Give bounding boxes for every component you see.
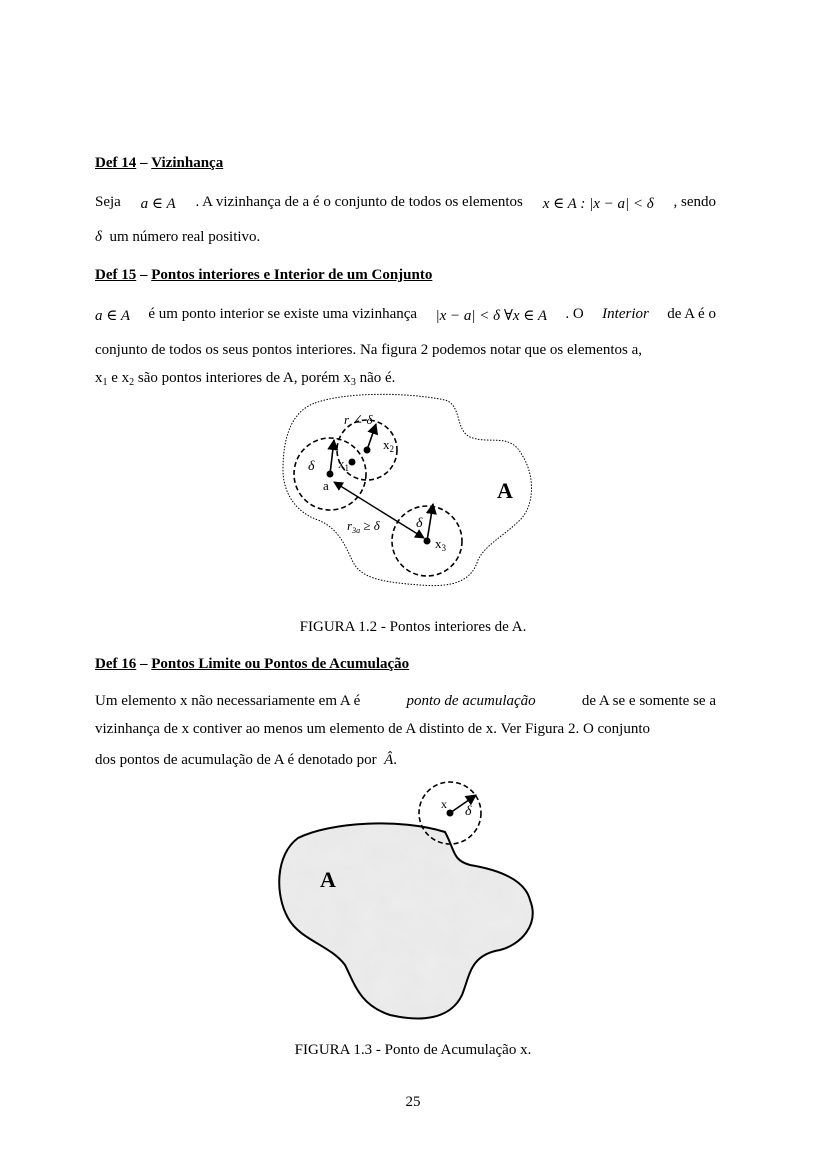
def14-math2: x ∈ A : |x − a| < δ bbox=[542, 196, 654, 212]
def16-ahat: Â bbox=[384, 752, 394, 768]
def16-l3a: dos pontos de acumulação de A é denotado por bbox=[95, 752, 377, 768]
radius-x2-arrow bbox=[367, 424, 376, 450]
def16-line2: vizinhança de x contiver ao menos um elemento de A distinto de x. Ver Figura 2. O conjunto bbox=[95, 721, 651, 737]
def15-line2: conjunto de todos os seus pontos interiores. Na figura 2 podemos notar que os elementos a, bbox=[95, 342, 642, 358]
def15-interior: Interior bbox=[602, 306, 649, 322]
radius-a-arrow bbox=[330, 440, 334, 474]
def16-line1 bbox=[95, 693, 716, 710]
def16-l3b: . bbox=[393, 752, 398, 768]
def15-l3s2: 2 bbox=[129, 377, 135, 388]
fig3-label-A: A bbox=[320, 867, 336, 892]
def14-l2b: um número real positivo. bbox=[109, 229, 261, 245]
def14-l1a: Seja bbox=[95, 194, 121, 210]
def15-l3s1: 1 bbox=[102, 377, 108, 388]
fig3-label-x: x bbox=[441, 797, 447, 811]
def16-l1b: de A se e somente se a bbox=[581, 693, 716, 709]
fig2-label-r-top: r ∠ δ bbox=[344, 412, 373, 427]
fig2-label-x2: $x_2$ bbox=[383, 437, 394, 454]
def15-l3d: não é. bbox=[355, 370, 396, 386]
def15-math1: a ∈ A bbox=[95, 308, 130, 324]
def14-l1b: . A vizinhança de a é o conjunto de todos os elementos bbox=[195, 194, 523, 210]
fig2-label-x1: $x_1$ bbox=[338, 456, 349, 473]
radius-x-arrow bbox=[450, 795, 476, 813]
fig2-label-a: a bbox=[323, 478, 329, 493]
fig2-delta-a: δ bbox=[308, 459, 315, 474]
def15-l3a: x bbox=[95, 370, 103, 386]
def14-label: Def 14 bbox=[95, 155, 137, 171]
fig2-label-x3: $x_3$ bbox=[435, 536, 446, 553]
def15-l3c: são pontos interiores de A, porém x bbox=[134, 370, 351, 386]
def15-sep: – bbox=[140, 267, 148, 283]
fig3-label-delta: δ bbox=[465, 804, 472, 819]
def16-title: Pontos Limite ou Pontos de Acumulação bbox=[151, 656, 410, 672]
def15-l3b: e x bbox=[107, 370, 130, 386]
fig2-label-A: A bbox=[497, 478, 513, 503]
def15-l1a: é um ponto interior se existe uma vizinhança bbox=[148, 306, 418, 322]
def15-l1c: de A é o bbox=[667, 306, 716, 322]
def15-l3s3: 3 bbox=[350, 377, 356, 388]
def16-sep: – bbox=[140, 656, 148, 672]
def16-heading bbox=[95, 656, 409, 673]
def16-label: Def 16 bbox=[95, 656, 137, 672]
def16-em: ponto de acumulação bbox=[406, 693, 536, 709]
def16-l1a: Um elemento x não necessariamente em A é bbox=[95, 693, 361, 709]
marble-texture bbox=[270, 815, 540, 1030]
def14-delta: δ bbox=[95, 229, 102, 245]
def15-l1b: . O bbox=[565, 306, 584, 322]
def14-sep: – bbox=[140, 155, 148, 171]
def15-title: Pontos interiores e Interior de um Conjunto bbox=[151, 267, 433, 283]
def16-line3 bbox=[95, 752, 397, 769]
def14-math1: a ∈ A bbox=[140, 196, 176, 212]
radius-x3-arrow bbox=[427, 504, 433, 541]
page-number: 25 bbox=[405, 1094, 421, 1110]
fig3-caption: FIGURA 1.3 - Ponto de Acumulação x. bbox=[294, 1042, 532, 1058]
fig2-label-r3a: $r_{3a} \ge \delta$ bbox=[347, 518, 380, 535]
def14-title: Vizinhança bbox=[151, 155, 224, 171]
fig2-caption: FIGURA 1.2 - Pontos interiores de A. bbox=[299, 619, 527, 635]
def14-l1c: , sendo bbox=[673, 194, 716, 210]
def15-math2: |x − a| < δ ∀x ∈ A bbox=[435, 308, 548, 324]
point-x1 bbox=[349, 459, 356, 466]
set-a-outline bbox=[283, 394, 532, 585]
fig2-delta-x3: δ bbox=[416, 516, 423, 531]
def15-label: Def 15 bbox=[95, 267, 137, 283]
